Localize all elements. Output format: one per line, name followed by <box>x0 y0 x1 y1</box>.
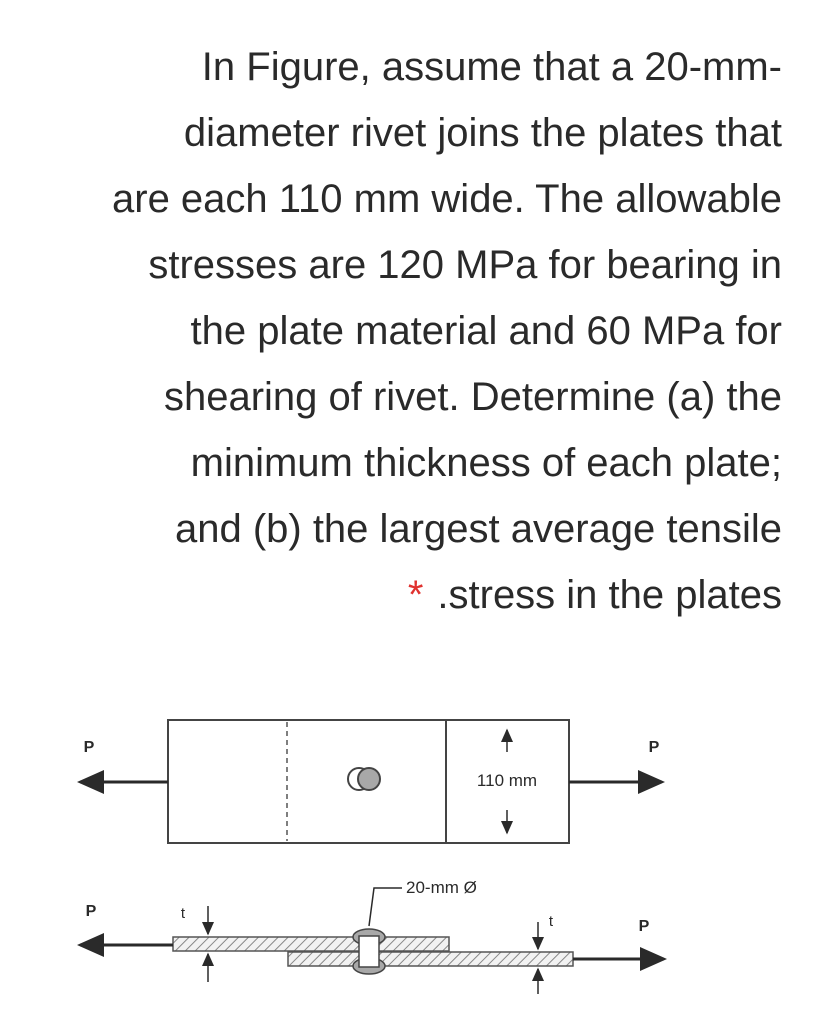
rivet-diameter-label: 20-mm Ø <box>406 878 477 897</box>
side-load-label-right: P <box>638 918 650 935</box>
question-line: stresses are 120 MPa for bearing in <box>148 243 782 287</box>
load-label-left: P <box>83 739 95 756</box>
rivet-head-icon <box>358 768 380 790</box>
rivet-leader-line <box>369 888 402 926</box>
upper-plate-section <box>173 937 449 951</box>
question-line: and (b) the largest average tensile <box>174 507 782 551</box>
top-view <box>80 720 662 843</box>
required-asterisk: * <box>407 573 424 617</box>
question-line: In Figure, assume that a 20-mm- <box>201 45 782 89</box>
rivet-shank <box>359 936 379 967</box>
load-label-right: P <box>648 739 660 756</box>
width-label: 110 mm <box>476 771 538 790</box>
question-line: minimum thickness of each plate; <box>190 441 782 485</box>
lower-plate-section <box>288 952 573 966</box>
question-line: the plate material and 60 MPa for <box>190 309 782 353</box>
question-line: .stress in the plates <box>437 573 782 617</box>
question-last-line <box>22 562 782 628</box>
side-load-label-left: P <box>85 903 97 920</box>
question-line: are each 110 mm wide. The allowable <box>112 177 782 221</box>
rivet-joint-figure <box>0 690 840 1024</box>
question-line: shearing of rivet. Determine (a) the <box>163 375 782 419</box>
question-line: diameter rivet joins the plates that <box>183 111 782 155</box>
side-view <box>80 878 664 994</box>
question-text <box>22 34 782 628</box>
thickness-label-right: t <box>548 913 554 930</box>
thickness-label-left: t <box>180 905 186 922</box>
